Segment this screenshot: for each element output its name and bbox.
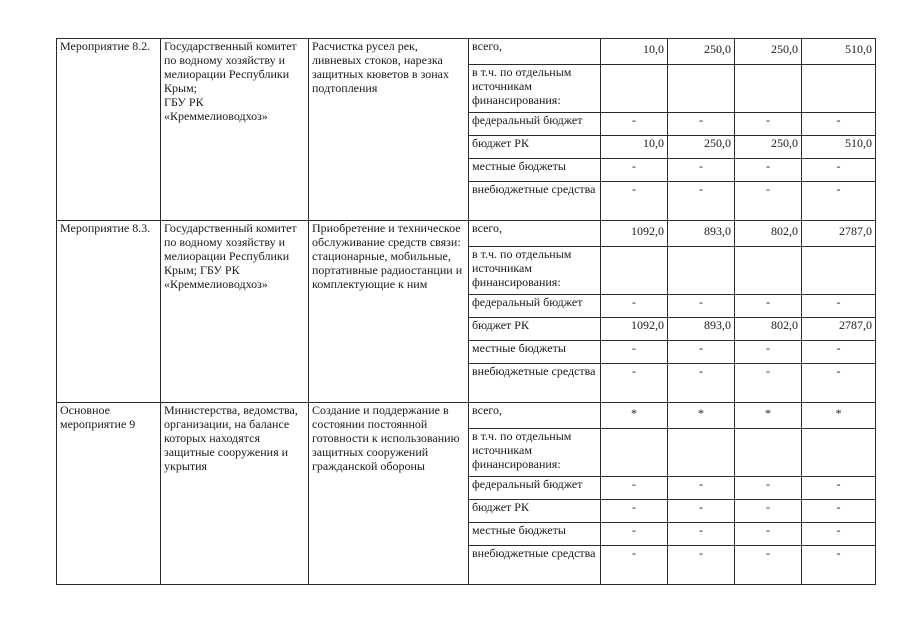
amount-cell: - <box>668 477 735 500</box>
table-row <box>57 39 876 65</box>
event-cell: Основное мероприятие 9 <box>57 403 161 585</box>
amount-cell <box>668 247 735 295</box>
amount-cell: - <box>735 295 802 318</box>
amount-cell: - <box>802 341 876 364</box>
executor-cell: Государственный комитет по водному хозяйству и мелиорации Республики Крым; ГБУ РК «Креммелиоводхоз» <box>161 39 309 221</box>
description-cell: Приобретение и техническое обслуживание средств связи: стационарные, мобильные, портативные радиостанции и комплектующие к ним <box>309 221 469 403</box>
executor-cell: Министерства, ведомства, организации, на балансе которых находятся защитные сооружения и укрытия <box>161 403 309 585</box>
event-cell: Мероприятие 8.2. <box>57 39 161 221</box>
amount-cell: - <box>802 182 876 221</box>
funding-source-cell: в т.ч. по отдельным источникам финансирования: <box>469 429 601 477</box>
funding-source-cell: федеральный бюджет <box>469 295 601 318</box>
amount-cell: - <box>802 546 876 585</box>
amount-cell: - <box>735 182 802 221</box>
amount-cell: - <box>735 113 802 136</box>
funding-source-cell: в т.ч. по отдельным источникам финансирования: <box>469 247 601 295</box>
funding-source-cell: всего, <box>469 403 601 429</box>
amount-cell: - <box>735 546 802 585</box>
amount-cell <box>601 247 668 295</box>
amount-cell: 2787,0 <box>802 221 876 247</box>
amount-cell: - <box>735 364 802 403</box>
amount-cell <box>735 429 802 477</box>
amount-cell: - <box>802 364 876 403</box>
funding-source-cell: внебюджетные средства <box>469 182 601 221</box>
amount-cell <box>668 65 735 113</box>
amount-cell: 10,0 <box>601 39 668 65</box>
amount-cell: - <box>668 500 735 523</box>
description-cell: Создание и поддержание в состоянии постоянной готовности к использованию защитных сооружений гражданской обороны <box>309 403 469 585</box>
amount-cell <box>802 65 876 113</box>
amount-cell: - <box>735 341 802 364</box>
amount-cell: - <box>601 546 668 585</box>
amount-cell: - <box>601 477 668 500</box>
amount-cell: - <box>601 500 668 523</box>
amount-cell: 250,0 <box>735 39 802 65</box>
amount-cell: 1092,0 <box>601 318 668 341</box>
amount-cell: - <box>601 113 668 136</box>
amount-cell: - <box>802 159 876 182</box>
amount-cell: - <box>735 159 802 182</box>
amount-cell: 10,0 <box>601 136 668 159</box>
amount-cell: - <box>668 159 735 182</box>
amount-cell: - <box>735 523 802 546</box>
amount-cell <box>601 429 668 477</box>
amount-cell: - <box>735 477 802 500</box>
amount-cell <box>735 247 802 295</box>
amount-cell: 250,0 <box>668 136 735 159</box>
funding-source-cell: местные бюджеты <box>469 341 601 364</box>
amount-cell: - <box>601 295 668 318</box>
amount-cell: - <box>668 341 735 364</box>
table-row <box>57 221 876 247</box>
amount-cell: - <box>802 477 876 500</box>
amount-cell <box>601 65 668 113</box>
amount-cell: - <box>668 364 735 403</box>
amount-cell: - <box>668 182 735 221</box>
amount-cell: 1092,0 <box>601 221 668 247</box>
amount-cell: 510,0 <box>802 39 876 65</box>
funding-source-cell: федеральный бюджет <box>469 113 601 136</box>
funding-source-cell: всего, <box>469 39 601 65</box>
amount-cell: - <box>802 295 876 318</box>
funding-source-cell: бюджет РК <box>469 318 601 341</box>
amount-cell <box>802 247 876 295</box>
amount-cell <box>735 65 802 113</box>
amount-cell: * <box>802 403 876 429</box>
amount-cell: * <box>735 403 802 429</box>
funding-source-cell: местные бюджеты <box>469 159 601 182</box>
amount-cell: 250,0 <box>735 136 802 159</box>
funding-source-cell: внебюджетные средства <box>469 546 601 585</box>
amount-cell: - <box>601 182 668 221</box>
amount-cell: - <box>668 113 735 136</box>
amount-cell: 802,0 <box>735 318 802 341</box>
executor-cell: Государственный комитет по водному хозяйству и мелиорации Республики Крым; ГБУ РК «Креммелиоводхоз» <box>161 221 309 403</box>
table-row <box>57 403 876 429</box>
amount-cell: - <box>601 364 668 403</box>
amount-cell: - <box>668 546 735 585</box>
funding-source-cell: федеральный бюджет <box>469 477 601 500</box>
amount-cell: 2787,0 <box>802 318 876 341</box>
funding-source-cell: внебюджетные средства <box>469 364 601 403</box>
amount-cell: 250,0 <box>668 39 735 65</box>
amount-cell: - <box>668 295 735 318</box>
funding-source-cell: бюджет РК <box>469 500 601 523</box>
amount-cell: 893,0 <box>668 221 735 247</box>
amount-cell: - <box>668 523 735 546</box>
amount-cell: 510,0 <box>802 136 876 159</box>
amount-cell: - <box>601 159 668 182</box>
amount-cell: - <box>802 113 876 136</box>
funding-source-cell: в т.ч. по отдельным источникам финансирования: <box>469 65 601 113</box>
amount-cell: - <box>601 523 668 546</box>
amount-cell: * <box>668 403 735 429</box>
amount-cell: - <box>735 500 802 523</box>
amount-cell: - <box>802 500 876 523</box>
funding-source-cell: всего, <box>469 221 601 247</box>
amount-cell <box>668 429 735 477</box>
event-cell: Мероприятие 8.3. <box>57 221 161 403</box>
amount-cell: - <box>802 523 876 546</box>
amount-cell: 893,0 <box>668 318 735 341</box>
description-cell: Расчистка русел рек, ливневых стоков, нарезка защитных кюветов в зонах подтопления <box>309 39 469 221</box>
amount-cell: - <box>601 341 668 364</box>
amount-cell: * <box>601 403 668 429</box>
amount-cell <box>802 429 876 477</box>
funding-source-cell: бюджет РК <box>469 136 601 159</box>
funding-table <box>56 38 876 585</box>
funding-source-cell: местные бюджеты <box>469 523 601 546</box>
amount-cell: 802,0 <box>735 221 802 247</box>
